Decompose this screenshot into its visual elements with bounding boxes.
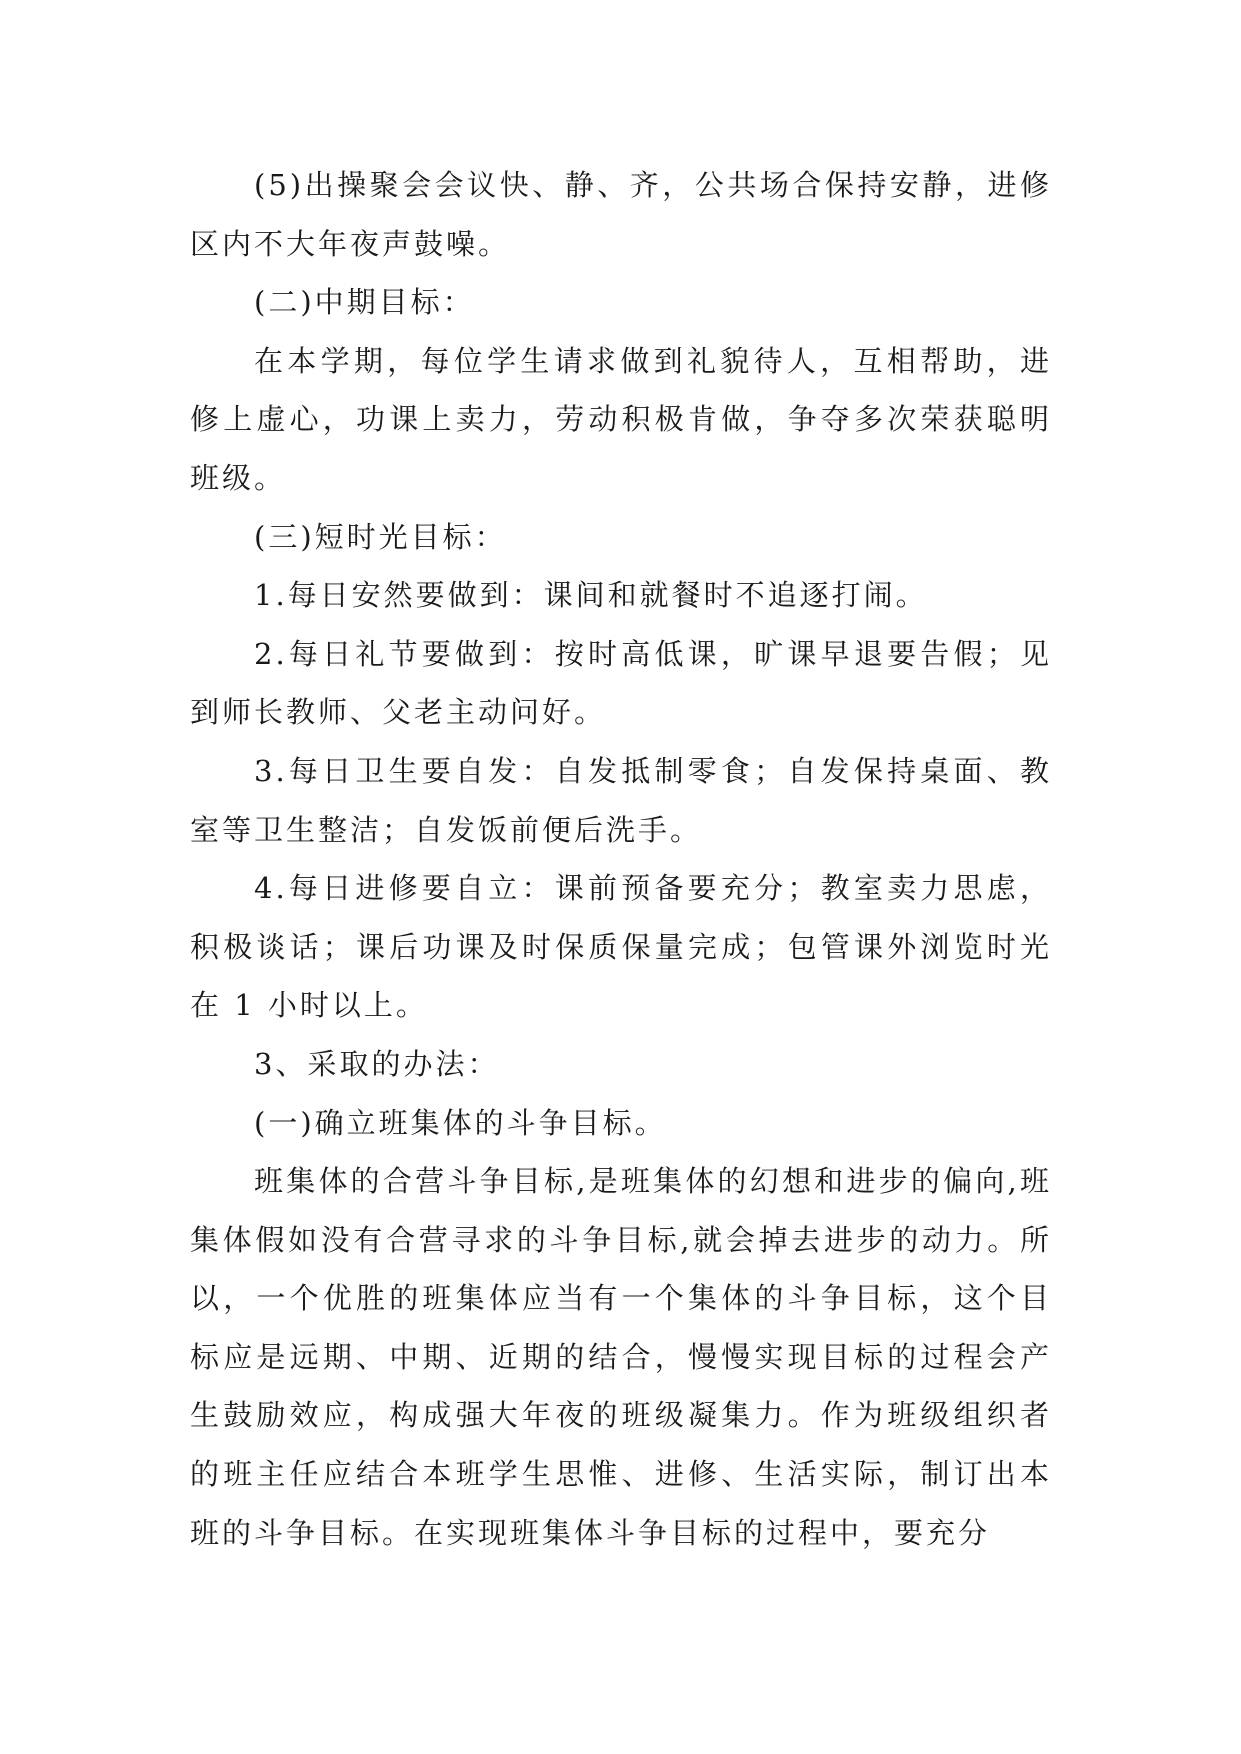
paragraph-measure-1-content: 班集体的合营斗争目标,是班集体的幻想和进步的偏向,班集体假如没有合营寻求的斗争目标,就会掉去进步的动力。所以，一个优胜的班集体应当有一个集体的斗争目标，这个目标应是远期、中期、近期的结合，慢慢实现目标的过程会产生鼓励效应，构成强大年夜的班级凝集力。作为班级组织者的班主任应结合本班学生思惟、进修、生活实际，制订出本班的斗争目标。在实现班集体斗争目标的过程中，要充分	[190, 1164, 1052, 1550]
heading-mid-term-goals: (二)中期目标：	[254, 285, 475, 320]
paragraph-short-term-2: 2.每日礼节要做到：按时高低课，旷课早退要告假；见到师长教师、父老主动问好。	[190, 636, 1052, 730]
document-body	[190, 156, 1052, 1562]
paragraph-item-5: (5)出操聚会会议快、静、齐，公共场合保持安静，进修区内不大年夜声鼓噪。	[190, 168, 1052, 261]
heading-short-term-goals: (三)短时光目标：	[254, 519, 507, 554]
heading-measures: 3、采取的办法：	[254, 1046, 500, 1081]
heading-measure-1: (一)确立班集体的斗争目标。	[254, 1105, 667, 1140]
paragraph-mid-term-content: 在本学期，每位学生请求做到礼貌待人，互相帮助，进修上虚心，功课上卖力，劳动积极肯做，争夺多次荣获聪明班级。	[190, 343, 1052, 495]
paragraph-short-term-4: 4.每日进修要自立：课前预备要充分；教室卖力思虑，积极谈话；课后功课及时保质保量完成；包管课外浏览时光在 1 小时以上。	[190, 871, 1052, 1023]
paragraph-short-term-3: 3.每日卫生要自发：自发抵制零食；自发保持桌面、教室等卫生整洁；自发饭前便后洗手。	[190, 753, 1052, 847]
paragraph-short-term-1: 1.每日安然要做到：课间和就餐时不追逐打闹。	[254, 578, 928, 613]
